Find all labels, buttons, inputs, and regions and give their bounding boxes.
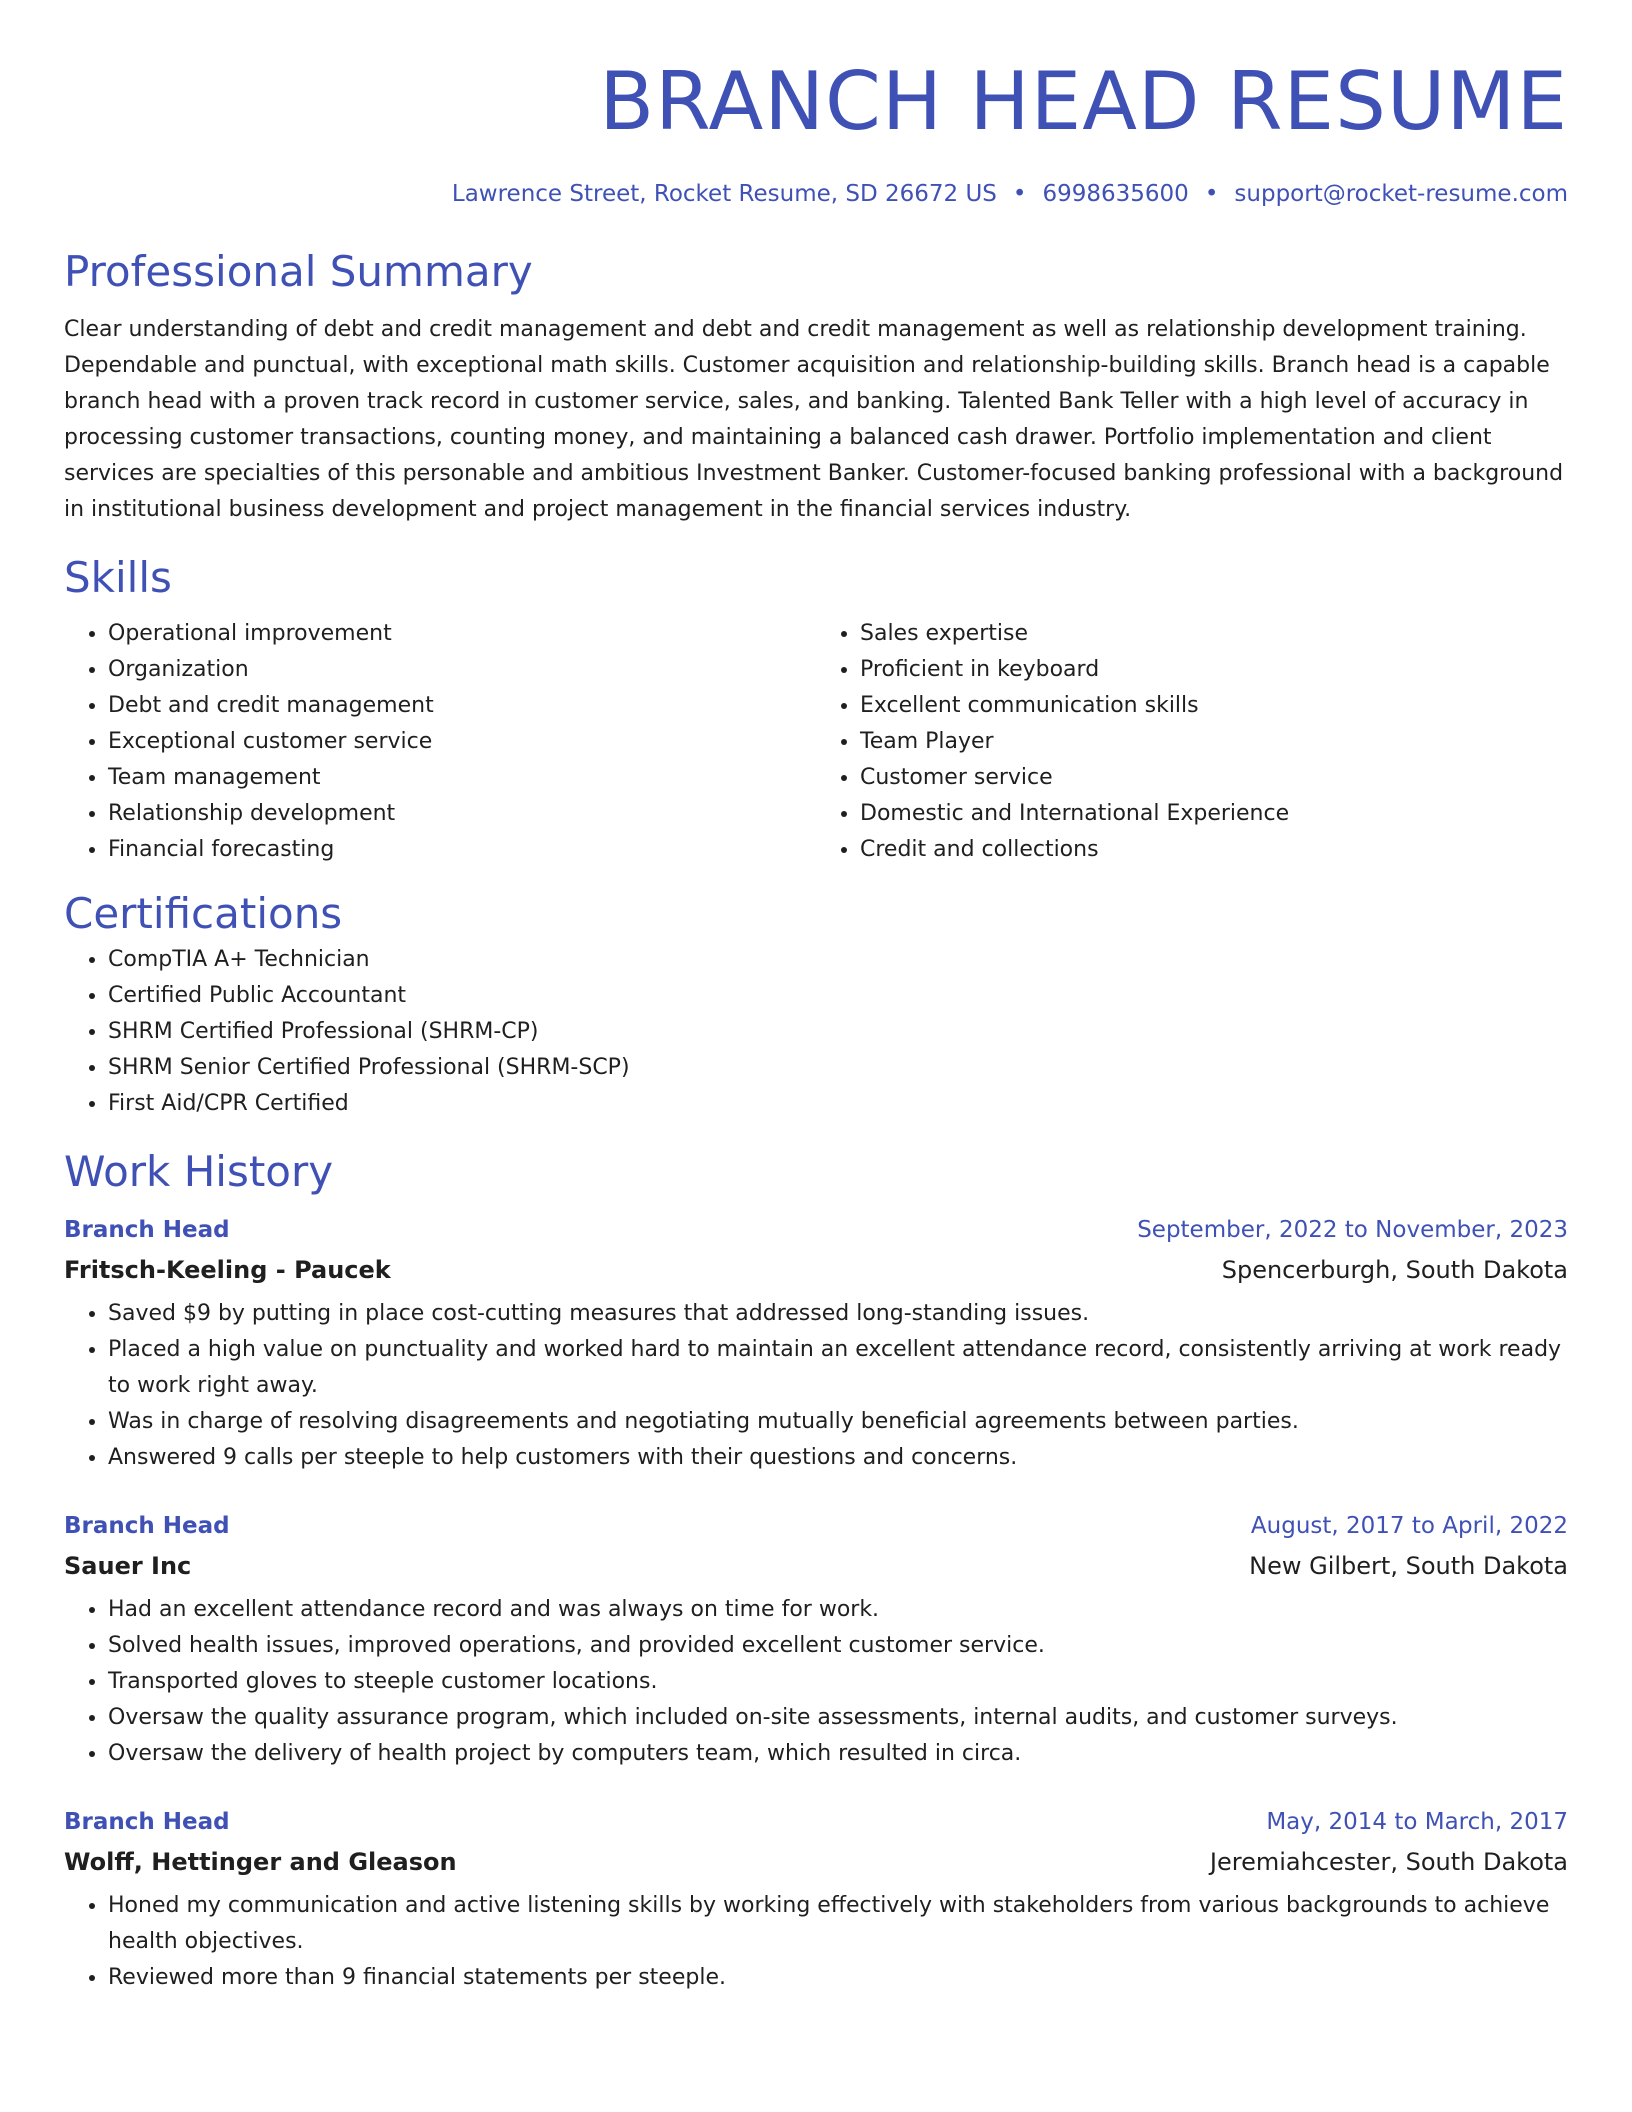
job-dates: August, 2017 to April, 2022 [1250,1513,1568,1539]
certification-item: • First Aid/CPR Certified [108,1086,1568,1122]
job-bullet: • Had an excellent attendance record and was always on time for work. [108,1592,1568,1628]
skill-item: • Domestic and International Experience [860,796,1568,832]
job-entry [64,1210,1568,1476]
job-bullets [64,1296,1568,1476]
skill-item: • Credit and collections [860,832,1568,868]
skills-columns [64,616,1568,868]
contact-line [64,178,1568,210]
job-company: Fritsch-Keeling - Paucek [64,1256,391,1284]
skill-item: • Customer service [860,760,1568,796]
work-history-heading: Work History [64,1147,334,1196]
job-bullet: • Oversaw the delivery of health project by computers team, which resulted in circa. [108,1736,1568,1772]
job-bullet: • Saved $9 by putting in place cost-cutting measures that addressed long-standing issues. [108,1296,1568,1332]
job-bullet: • Placed a high value on punctuality and worked hard to maintain an excellent attendance record, consistently arriving at work ready to work right away. [108,1332,1568,1404]
contact-separator: • [1012,181,1027,207]
job-role: Branch Head [64,1809,230,1835]
certifications-heading: Certifications [64,889,343,938]
job-location: New Gilbert, South Dakota [1249,1552,1568,1580]
skill-item: • Organization [108,652,816,688]
skills-heading: Skills [64,553,172,602]
job-company: Wolff, Hettinger and Gleason [64,1848,457,1876]
job-bullets [64,1888,1568,1996]
job-dates: September, 2022 to November, 2023 [1137,1217,1568,1243]
certification-item: • SHRM Certified Professional (SHRM-CP) [108,1014,1568,1050]
job-bullet: • Answered 9 calls per steeple to help customers with their questions and concerns. [108,1440,1568,1476]
contact-address: Lawrence Street, Rocket Resume, SD 26672 US [451,181,997,207]
certification-item: • SHRM Senior Certified Professional (SHRM-SCP) [108,1050,1568,1086]
skill-item: • Exceptional customer service [108,724,816,760]
summary-text: Clear understanding of debt and credit management and debt and credit management as well as relationship development training. Dependable and punctual, with exceptional math skills. Customer acquisition and relationship-building skills. Branch head is a capable branch head with a proven track record in customer service, sales, and banking. Talented Bank Teller with a high level of accuracy in processing customer transactions, counting money, and maintaining a balanced cash drawer. Portfolio implementation and client services are specialties of this personable and ambitious Investment Banker. Customer-focused banking professional with a background in institutional business development and project management in the financial services industry. [64,317,1564,522]
skill-item: • Team management [108,760,816,796]
contact-email[interactable]: support@rocket-resume.com [1234,181,1568,207]
skills-list-right [816,616,1568,868]
job-bullet: • Transported gloves to steeple customer locations. [108,1664,1568,1700]
skill-item: • Operational improvement [108,616,816,652]
job-bullet: • Solved health issues, improved operations, and provided excellent customer service. [108,1628,1568,1664]
skill-item: • Financial forecasting [108,832,816,868]
job-dates: May, 2014 to March, 2017 [1266,1809,1568,1835]
job-location: Spencerburgh, South Dakota [1221,1256,1568,1284]
job-bullet: • Reviewed more than 9 financial statements per steeple. [108,1960,1568,1996]
skill-item: • Relationship development [108,796,816,832]
job-entry [64,1506,1568,1772]
summary-heading: Professional Summary [64,247,533,296]
resume-title: BRANCH HEAD RESUME [599,55,1568,148]
contact-separator: • [1204,181,1219,207]
skill-item: • Debt and credit management [108,688,816,724]
job-bullets [64,1592,1568,1772]
job-company: Sauer Inc [64,1552,192,1580]
skills-list-left [64,616,816,868]
job-bullet: • Oversaw the quality assurance program, which included on-site assessments, internal audits, and customer surveys. [108,1700,1568,1736]
skill-item: • Team Player [860,724,1568,760]
certification-item: • CompTIA A+ Technician [108,942,1568,978]
job-bullet: • Honed my communication and active listening skills by working effectively with stakeholders from various backgrounds to achieve health objectives. [108,1888,1568,1960]
contact-phone: 6998635600 [1042,181,1189,207]
skill-item: • Sales expertise [860,616,1568,652]
job-role: Branch Head [64,1217,230,1243]
job-bullet: • Was in charge of resolving disagreements and negotiating mutually beneficial agreements between parties. [108,1404,1568,1440]
certification-item: • Certified Public Accountant [108,978,1568,1014]
skill-item: • Excellent communication skills [860,688,1568,724]
job-entry [64,1802,1568,1996]
certifications-list [64,942,1568,1122]
skill-item: • Proficient in keyboard [860,652,1568,688]
job-role: Branch Head [64,1513,230,1539]
job-location: Jeremiahcester, South Dakota [1209,1848,1568,1876]
